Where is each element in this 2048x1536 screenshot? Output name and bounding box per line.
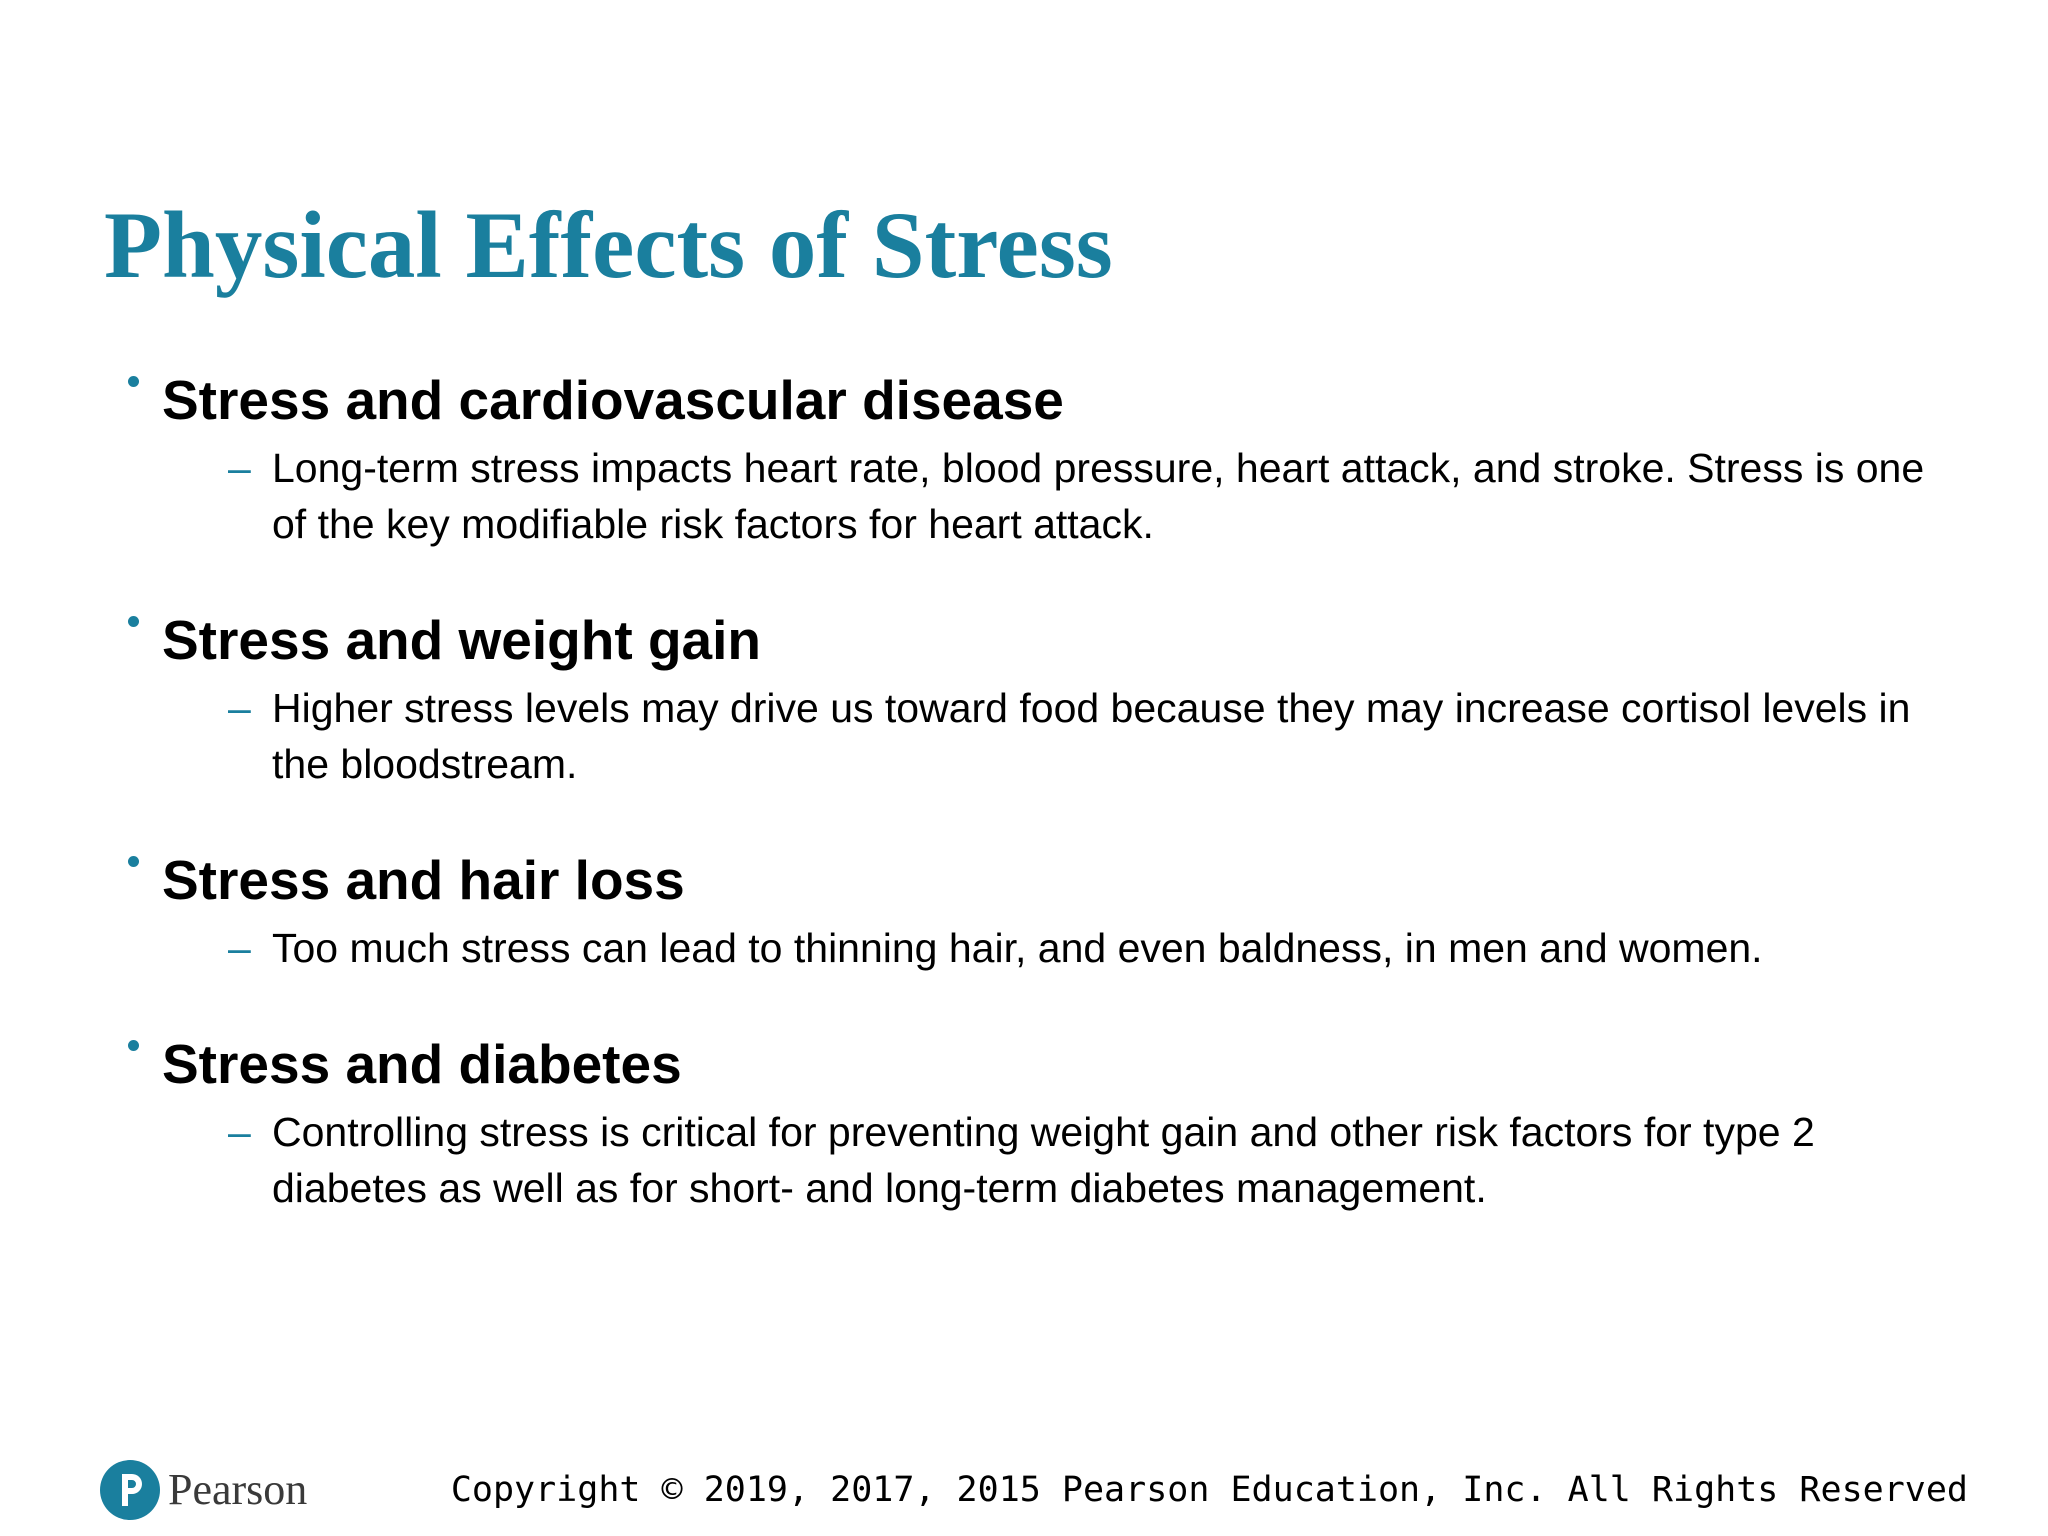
pearson-p-glyph-icon [100, 1460, 160, 1520]
bullet-dot-icon [128, 1040, 139, 1051]
slide-title: Physical Effects of Stress [104, 192, 1113, 298]
dash-marker-icon: – [228, 925, 251, 971]
copyright-notice: Copyright © 2019, 2017, 2015 Pearson Education, Inc. All Rights Reserved [450, 1470, 1968, 1510]
sub-bullet-text: Controlling stress is critical for preventing weight gain and other risk factors for type 2 diabetes as well as for short- and long-term diabetes management. [272, 1109, 1815, 1211]
bullet-dot-icon [128, 616, 139, 627]
bullet-heading: Stress and diabetes [162, 1033, 682, 1095]
sub-bullet-text: Too much stress can lead to thinning hair, and even baldness, in men and women. [272, 925, 1763, 971]
sub-bullet [0, 680, 2048, 792]
dash-marker-icon: – [228, 445, 251, 491]
bullet-hair-loss [0, 840, 2048, 971]
bullet-dot-icon [128, 376, 139, 387]
bullet-weight-gain [0, 600, 2048, 787]
bullet-dot-icon [128, 856, 139, 867]
bullet-cardiovascular [0, 360, 2048, 547]
bullet-heading: Stress and cardiovascular disease [162, 369, 1064, 431]
sub-bullet-text: Long-term stress impacts heart rate, blood pressure, heart attack, and stroke. Stress is one of the key modifiable risk factors for heart attack. [272, 445, 1925, 547]
pearson-wordmark: Pearson [168, 1465, 308, 1514]
dash-marker-icon: – [228, 685, 251, 731]
sub-bullet [0, 920, 2048, 976]
pearson-p-logo-icon [100, 1460, 160, 1520]
sub-bullet-text: Higher stress levels may drive us toward food because they may increase cortisol levels in the bloodstream. [272, 685, 1911, 787]
sub-bullet [0, 440, 2048, 552]
bullet-heading: Stress and hair loss [162, 849, 685, 911]
bullet-diabetes [0, 1024, 2048, 1211]
pearson-logo [100, 1458, 307, 1522]
sub-bullet [0, 1104, 2048, 1216]
bullet-heading: Stress and weight gain [162, 609, 762, 671]
dash-marker-icon: – [228, 1109, 251, 1155]
